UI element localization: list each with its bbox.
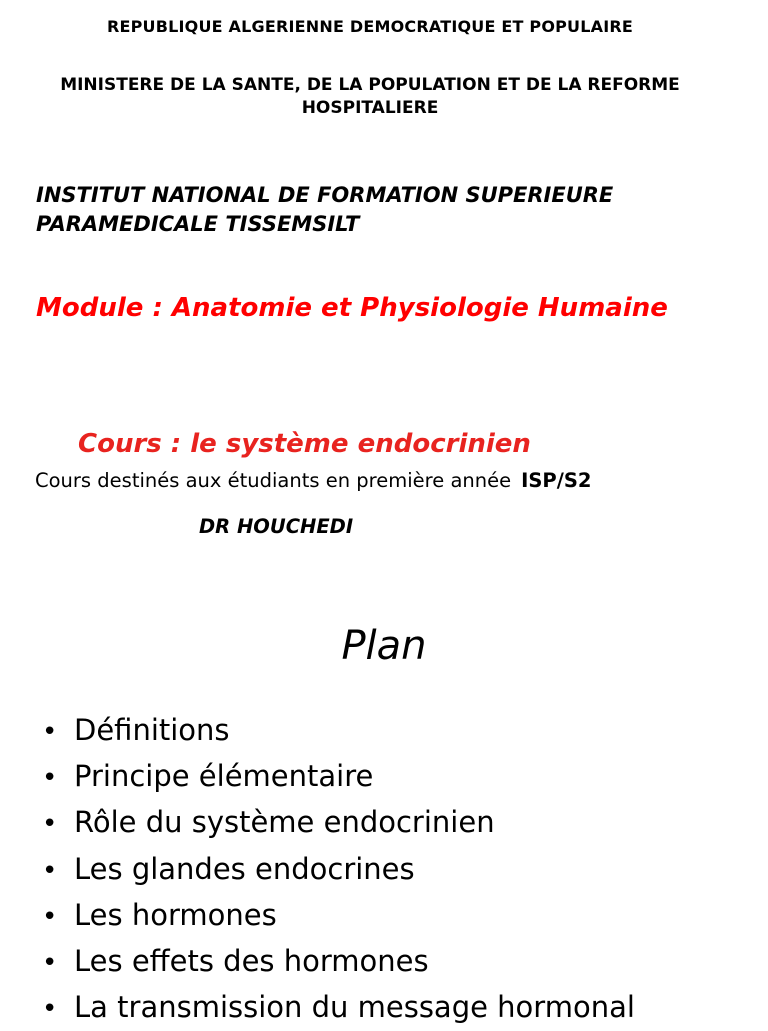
bullet-icon: • [42,994,58,1025]
plan-item [42,708,635,754]
plan-item-label: Les effets des hormones [74,944,429,979]
module-title: Module : Anatomie et Physiologie Humaine [36,293,668,323]
bullet-icon: • [42,901,58,932]
audience-text: Cours destinés aux étudiants en première année [35,469,512,492]
bullet-icon: • [42,809,58,840]
plan-item-label: Définitions [74,713,230,747]
bullet-icon: • [42,855,58,886]
plan-item-label: Principe élémentaire [74,759,374,794]
institut-heading: INSTITUT NATIONAL DE FORMATION SUPERIEURE PARAMEDICALE TISSEMSILT [36,183,614,236]
plan-item [42,847,635,893]
plan-item-label: La transmission du message hormonal [74,990,635,1025]
plan-item [42,985,635,1031]
author-name: DR HOUCHEDI [199,515,354,538]
plan-item-label: Les hormones [74,897,277,932]
level-badge: ISP/S2 [521,469,592,492]
plan-item [42,939,635,985]
plan-item [42,800,635,846]
plan-title: Plan [341,623,427,669]
plan-item-label: Rôle du système endocrinien [74,805,495,840]
course-title: Cours : le système endocrinien [78,429,531,459]
bullet-icon: • [42,763,58,794]
audience-line [35,469,591,492]
ministere-heading: MINISTERE DE LA SANTE, DE LA POPULATION ET DE LA REFORME HOSPITALIERE [60,75,680,118]
plan-item [42,893,635,939]
plan-item-label: Les glandes endocrines [74,851,415,886]
bullet-icon: • [42,717,58,747]
plan-list [42,708,635,1031]
republique-heading: REPUBLIQUE ALGERIENNE DEMOCRATIQUE ET POPULAIRE [106,17,634,36]
plan-item [42,754,635,800]
bullet-icon: • [42,948,58,979]
